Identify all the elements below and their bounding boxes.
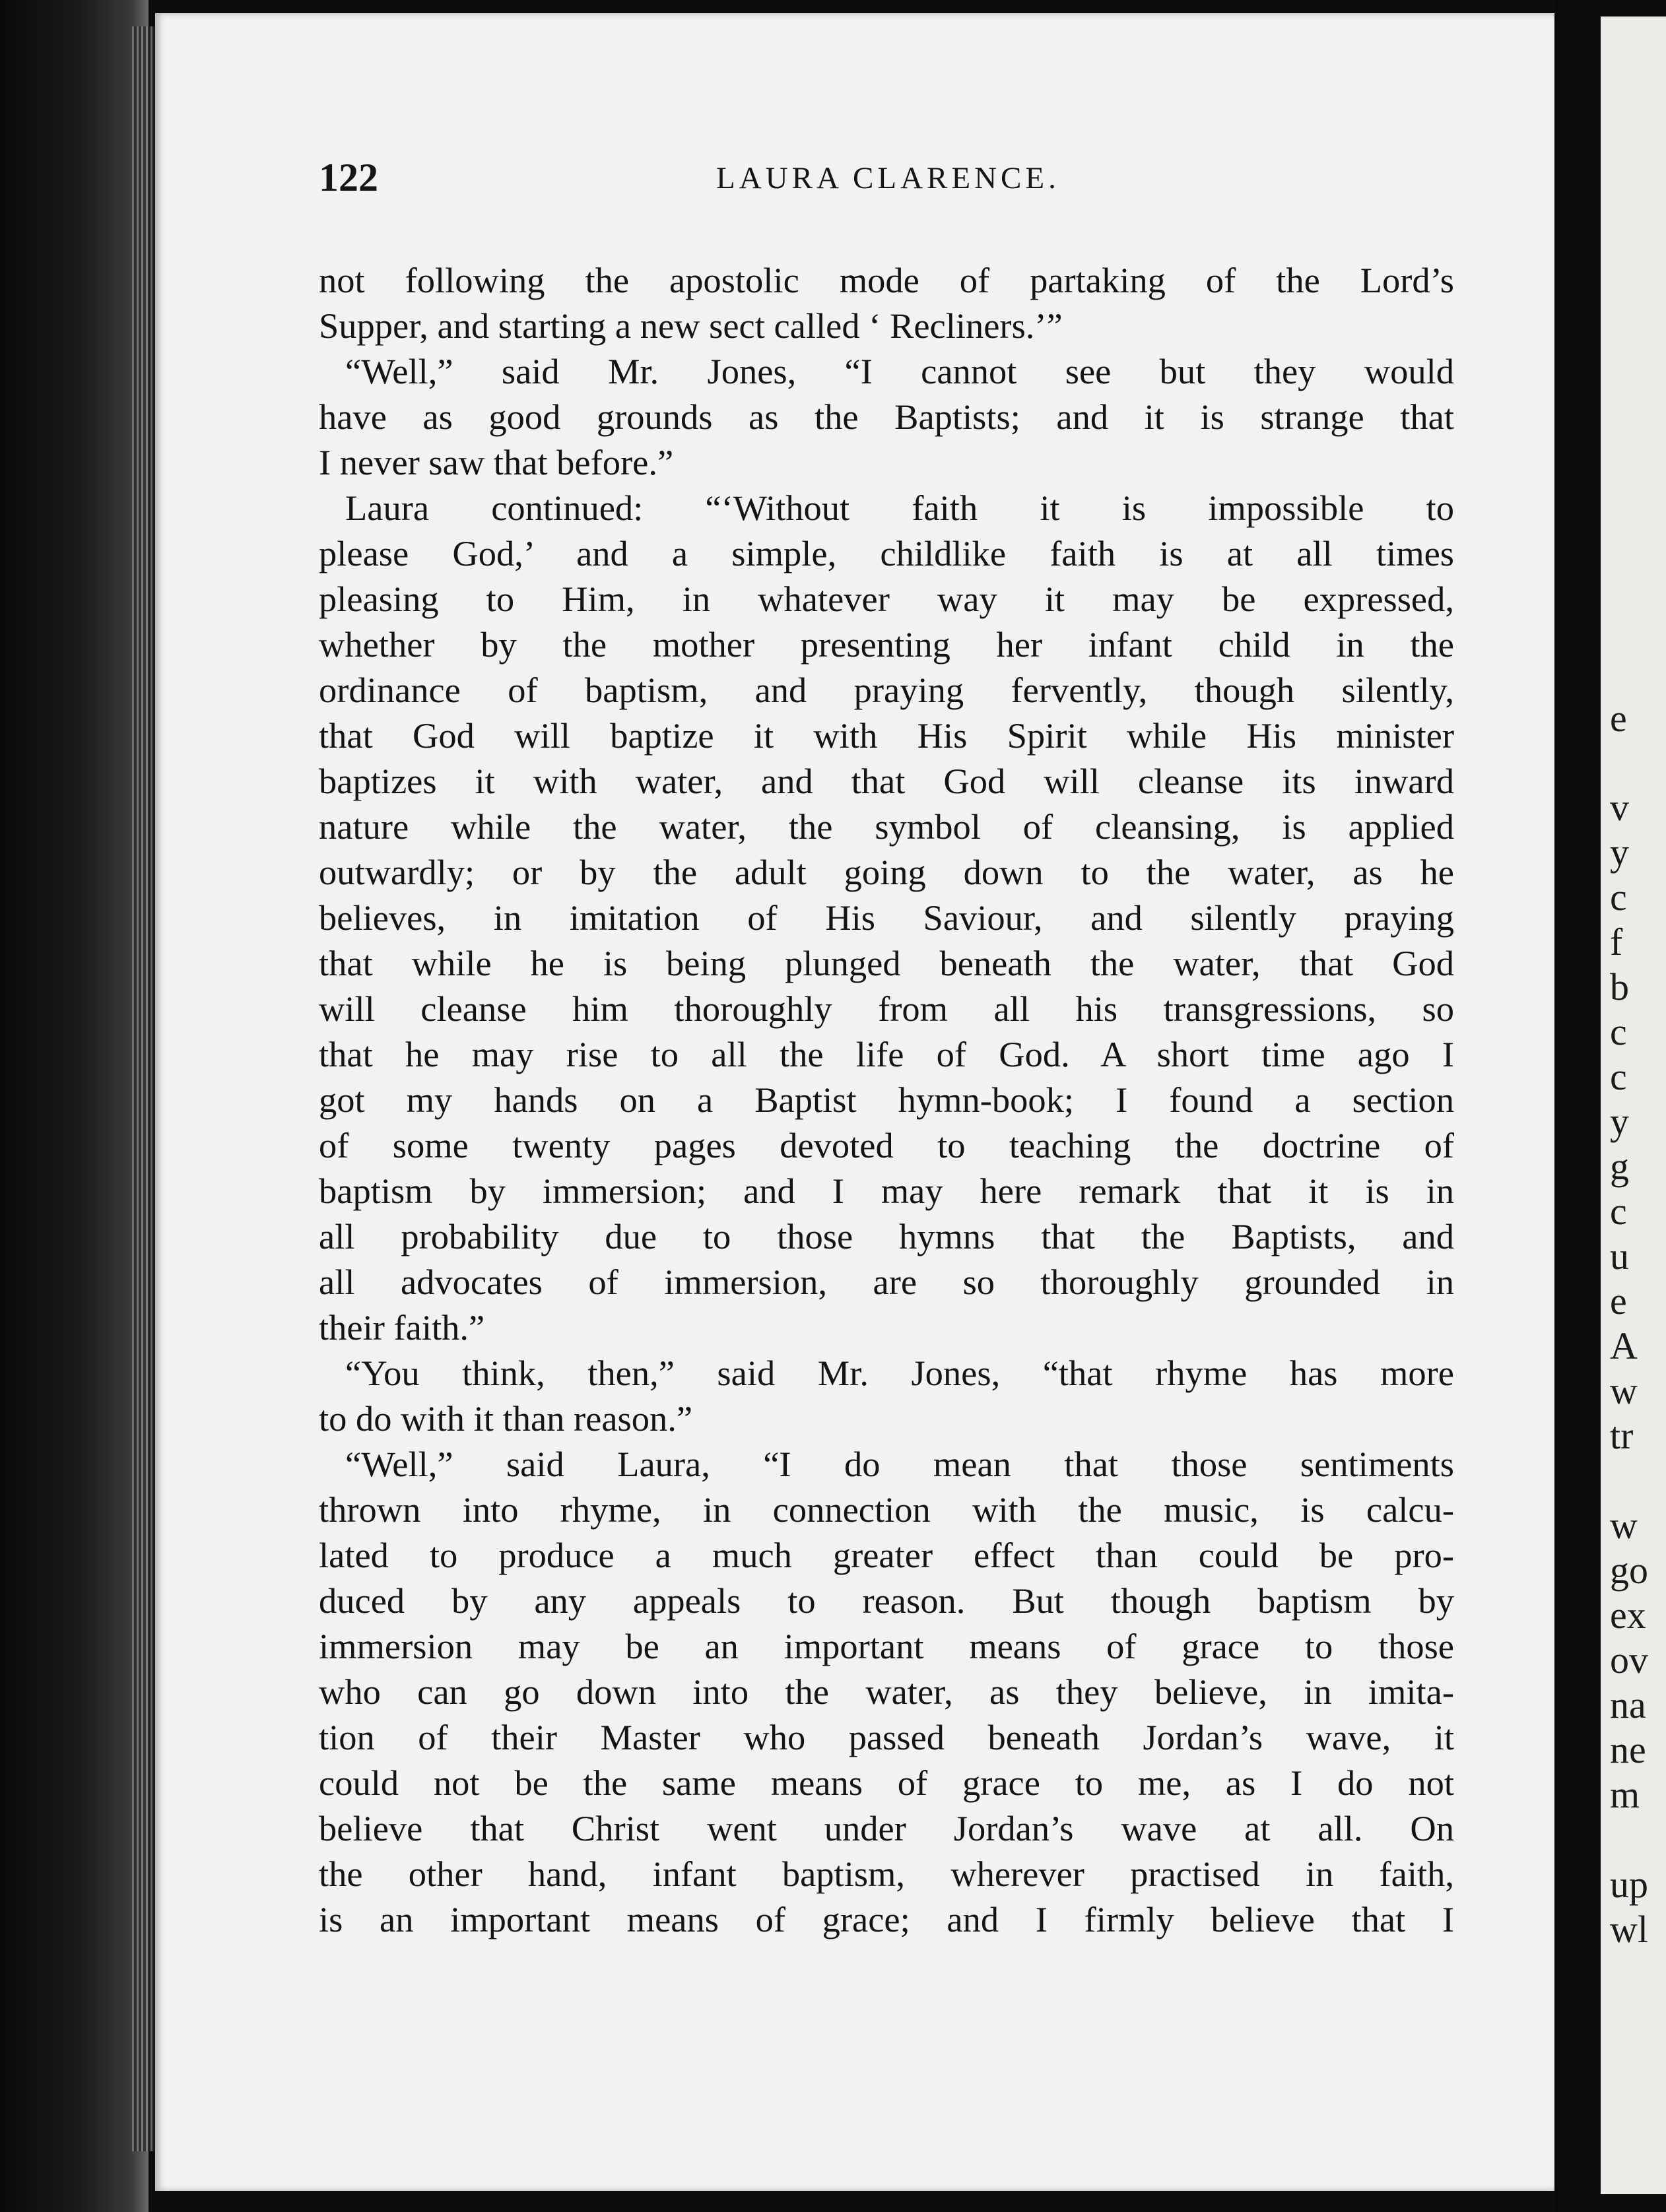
text-line: pleasing to Him, in whatever way it may be expressed,: [319, 579, 1454, 619]
facing-page-text-fragment: m: [1610, 1773, 1640, 1816]
facing-page-text-fragment: w: [1610, 1504, 1638, 1547]
text-line: baptism by immersion; and I may here remark that it is in: [319, 1171, 1454, 1211]
facing-page-text-fragment: y: [1610, 831, 1629, 874]
text-line: all advocates of immersion, are so thoroughly grounded in: [319, 1262, 1454, 1302]
facing-page-fragment: [1601, 16, 1666, 2194]
text-line: that he may rise to all the life of God. A short time ago I: [319, 1034, 1454, 1074]
text-line: who can go down into the water, as they believe, in imita-: [319, 1672, 1454, 1712]
text-line: that while he is being plunged beneath the water, that God: [319, 943, 1454, 983]
text-line: baptizes it with water, and that God will cleanse its inward: [319, 761, 1454, 801]
text-line: whether by the mother presenting her infant child in the: [319, 624, 1454, 665]
page-gutter: [1554, 0, 1601, 2212]
text-line: of some twenty pages devoted to teaching the doctrine of: [319, 1125, 1454, 1165]
facing-page-text-fragment: v: [1610, 786, 1629, 829]
facing-page-text-fragment: ex: [1610, 1594, 1646, 1637]
text-line: ordinance of baptism, and praying fervently, though silently,: [319, 670, 1454, 710]
text-line: “Well,” said Laura, “I do mean that those sentiments: [345, 1444, 1454, 1484]
text-line: “Well,” said Mr. Jones, “I cannot see but they would: [345, 351, 1454, 391]
facing-page-text-fragment: c: [1610, 876, 1627, 919]
text-line: immersion may be an important means of grace to those: [319, 1626, 1454, 1666]
facing-page-text-fragment: ov: [1610, 1639, 1648, 1681]
body-text: [319, 257, 1454, 1942]
running-head: LAURA CLARENCE.: [716, 161, 1060, 195]
facing-page-text-fragment: tr: [1610, 1414, 1634, 1457]
facing-page-text-fragment: w: [1610, 1369, 1638, 1412]
text-line: I never saw that before.”: [319, 442, 674, 482]
facing-page-text-fragment: c: [1610, 1010, 1627, 1053]
facing-page-text-fragment: f: [1610, 921, 1623, 963]
facing-page-text-fragment: u: [1610, 1235, 1629, 1278]
facing-page-text-fragment: b: [1610, 965, 1629, 1008]
text-line: believes, in imitation of His Saviour, and silently praying: [319, 897, 1454, 938]
text-line: tion of their Master who passed beneath Jordan’s wave, it: [319, 1717, 1454, 1757]
text-line: duced by any appeals to reason. But though baptism by: [319, 1580, 1454, 1621]
facing-page-text-fragment: A: [1610, 1324, 1638, 1367]
text-line: lated to produce a much greater effect than could be pro-: [319, 1535, 1454, 1575]
book-page: [155, 13, 1554, 2191]
text-line: that God will baptize it with His Spirit while His minister: [319, 715, 1454, 756]
text-line: not following the apostolic mode of partaking of the Lord’s: [319, 260, 1454, 300]
page-number: 122: [319, 156, 378, 199]
text-line: to do with it than reason.”: [319, 1398, 693, 1439]
page-header: [155, 155, 1554, 208]
facing-page-text-fragment: up: [1610, 1863, 1648, 1906]
text-line: all probability due to those hymns that the Baptists, and: [319, 1216, 1454, 1256]
text-line: is an important means of grace; and I firmly believe that I: [319, 1899, 1454, 1939]
text-line: outwardly; or by the adult going down to the water, as he: [319, 852, 1454, 892]
text-line: please God,’ and a simple, childlike faith is at all times: [319, 533, 1454, 573]
text-line: Supper, and starting a new sect called ‘ Recliners.’”: [319, 306, 1063, 346]
text-line: “You think, then,” said Mr. Jones, “that rhyme has more: [345, 1353, 1454, 1393]
facing-page-text-fragment: y: [1610, 1100, 1629, 1143]
facing-page-text-fragment: go: [1610, 1549, 1648, 1592]
facing-page-text-fragment: e: [1610, 697, 1627, 740]
text-line: could not be the same means of grace to me, as I do not: [319, 1763, 1454, 1803]
facing-page-text-fragment: na: [1610, 1683, 1646, 1726]
facing-page-text-fragment: ne: [1610, 1728, 1646, 1771]
text-line: got my hands on a Baptist hymn-book; I found a section: [319, 1080, 1454, 1120]
facing-page-text-fragment: wl: [1610, 1908, 1648, 1951]
text-line: the other hand, infant baptism, wherever practised in faith,: [319, 1854, 1454, 1894]
page-edges: [132, 26, 158, 2151]
text-line: Laura continued: “‘Without faith it is impossible to: [345, 488, 1454, 528]
facing-page-text-fragment: e: [1610, 1280, 1627, 1322]
text-line: will cleanse him thoroughly from all his transgressions, so: [319, 989, 1454, 1029]
book-spine-edge: [0, 0, 149, 2212]
text-line: their faith.”: [319, 1307, 485, 1348]
facing-page-text-fragment: c: [1610, 1190, 1627, 1233]
facing-page-text-fragment: c: [1610, 1055, 1627, 1098]
text-line: thrown into rhyme, in connection with the music, is calcu-: [319, 1489, 1454, 1530]
text-line: nature while the water, the symbol of cleansing, is applied: [319, 806, 1454, 847]
facing-page-text-fragment: g: [1610, 1145, 1629, 1188]
text-line: have as good grounds as the Baptists; and it is strange that: [319, 397, 1454, 437]
text-line: believe that Christ went under Jordan’s wave at all. On: [319, 1808, 1454, 1848]
